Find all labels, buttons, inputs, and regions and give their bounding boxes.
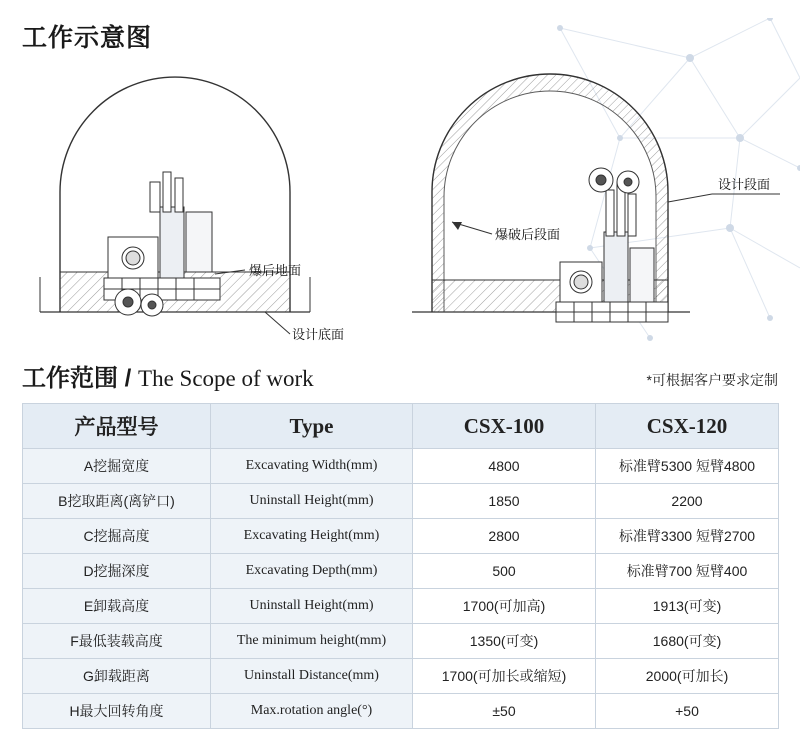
table-row: [23, 519, 779, 554]
svg-text:设计段面: 设计段面: [718, 178, 771, 193]
svg-text:爆破后段面: 爆破后段面: [495, 228, 561, 243]
cell-type: Excavating Width(mm): [211, 449, 413, 484]
scope-note: *可根据客户要求定制: [646, 372, 778, 388]
diagram-section-title: 工作示意图: [22, 24, 153, 52]
table-header-row: [23, 404, 779, 449]
table-row: [23, 449, 779, 484]
scope-title-cn: 工作范围 /: [22, 365, 139, 392]
right-tunnel-scene: [412, 74, 780, 322]
cell-label: C挖掘高度: [23, 519, 211, 554]
table-row: [23, 624, 779, 659]
cell-csx120: 1680(可变): [596, 624, 779, 659]
header-model: 产品型号: [23, 404, 211, 449]
cell-csx100: ±50: [413, 694, 596, 729]
header-csx100: CSX-100: [413, 404, 596, 449]
cell-type: Excavating Height(mm): [211, 519, 413, 554]
scope-title: [22, 358, 314, 393]
table-row: [23, 659, 779, 694]
svg-text:爆后地面: 爆后地面: [249, 264, 302, 279]
header-type: Type: [211, 404, 413, 449]
cell-type: Max.rotation angle(°): [211, 694, 413, 729]
cell-csx120: 2200: [596, 484, 779, 519]
scope-header: [22, 358, 778, 393]
scope-title-en: The Scope of work: [138, 366, 314, 391]
svg-text:设计底面: 设计底面: [292, 328, 345, 343]
cell-type: Uninstall Distance(mm): [211, 659, 413, 694]
cell-csx100: 1850: [413, 484, 596, 519]
cell-label: B挖取距离(离铲口): [23, 484, 211, 519]
cell-label: F最低装载高度: [23, 624, 211, 659]
cell-csx120: 2000(可加长): [596, 659, 779, 694]
label-blast-section: [452, 222, 560, 243]
left-tunnel-scene: [40, 77, 344, 343]
working-diagram: [0, 62, 800, 352]
header-csx120: CSX-120: [596, 404, 779, 449]
cell-csx100: 1700(可加长或缩短): [413, 659, 596, 694]
cell-label: H最大回转角度: [23, 694, 211, 729]
cell-label: G卸载距离: [23, 659, 211, 694]
cell-type: Uninstall Height(mm): [211, 589, 413, 624]
cell-csx100: 1700(可加高): [413, 589, 596, 624]
label-design-section: [668, 177, 780, 202]
table-body: [23, 449, 779, 729]
table-row: [23, 694, 779, 729]
cell-type: Excavating Depth(mm): [211, 554, 413, 589]
cell-csx100: 4800: [413, 449, 596, 484]
cell-csx100: 500: [413, 554, 596, 589]
label-left-design-floor: [265, 312, 344, 343]
cell-csx120: 标准臂5300 短臂4800: [596, 449, 779, 484]
table-row: [23, 589, 779, 624]
table-row: [23, 484, 779, 519]
cell-csx100: 1350(可变): [413, 624, 596, 659]
cell-csx120: 标准臂700 短臂400: [596, 554, 779, 589]
cell-label: E卸载高度: [23, 589, 211, 624]
cell-csx120: 标准臂3300 短臂2700: [596, 519, 779, 554]
cell-csx100: 2800: [413, 519, 596, 554]
cell-label: A挖掘宽度: [23, 449, 211, 484]
diagram-svg: [0, 62, 800, 352]
cell-csx120: 1913(可变): [596, 589, 779, 624]
cell-type: Uninstall Height(mm): [211, 484, 413, 519]
table-row: [23, 554, 779, 589]
scope-table: [22, 403, 779, 729]
cell-csx120: +50: [596, 694, 779, 729]
cell-type: The minimum height(mm): [211, 624, 413, 659]
cell-label: D挖掘深度: [23, 554, 211, 589]
